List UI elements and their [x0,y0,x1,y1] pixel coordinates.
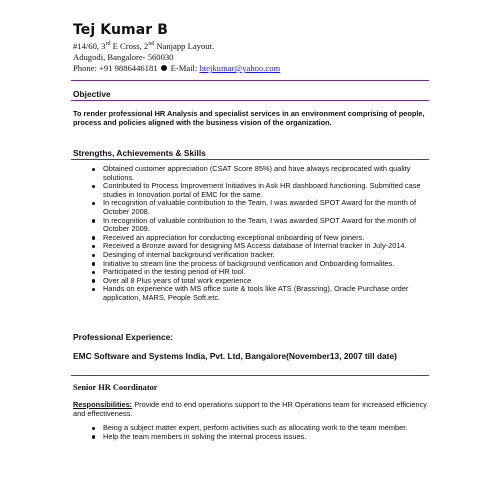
email-link[interactable]: btejkumar@yahoo.com [199,63,281,73]
candidate-name: Tej Kumar B [73,22,169,38]
phone-number: Phone: +91 9886446181 [73,63,158,73]
list-item: Desinging of internal background verification tracker. [73,251,433,260]
bullet-icon [161,65,167,71]
responsibilities-text: Responsibilities: Provide end to end operations support to the HR Operations team for increased efficiency and effectiveness. [73,400,427,418]
experience-heading: Professional Experience: [73,332,174,342]
email-label: E-Mail: [170,63,198,73]
list-item: Participated in the testing period of HR tool. [73,268,433,277]
list-item: Over all 8 Plus years of total work experience [73,277,433,286]
strengths-list [73,165,433,303]
objective-heading: Objective [73,89,111,99]
job-title: Senior HR Coordinator [73,383,158,392]
divider-objective [71,100,429,101]
list-item: Initiative to stream line the process of background verification and Onboarding formalites. [73,260,433,269]
list-item: Hands on experience with MS office suite & tools like ATS (Brassring), Oracle Purchase order application, MARS, People Soft.etc. [73,285,433,302]
contact-line [73,63,280,74]
objective-text: To render professional HR Analysis and specialist services in an environment comprising of people, process and policies aligned with the business vision of the organization. [73,109,425,127]
address-line-1: #14/60, 3rd E Cross, 2nd Nanjapp Layout. [73,41,215,51]
divider-strengths [71,159,429,160]
list-item: Contributed to Process Improvement Initiatives in Ask HR dashboard functioning. Submitted case studies in Innovation portal of EMC for the same. [73,182,433,199]
address-line-2: Adugodi, Bangalore- 560030 [73,52,174,62]
company-name: EMC Software and Systems India, Pvt. Ltd, Bangalore(November13, 2007 till date) [73,351,397,361]
strengths-heading: Strengths, Achievements & Skills [73,148,206,158]
divider-top [71,80,429,81]
list-item: Received an appreciation for conducting exceptional onboarding of New joiners. [73,234,433,243]
responsibilities-label: Responsibilities: [73,400,133,409]
list-item: Received a Bronze award for designing MS Access database of Internal tracker in July-2014. [73,242,433,251]
divider-company [71,375,429,376]
list-item: In recognition of valuable contribution to the Team, I was awarded SPOT Award for the month of October 2009. [73,217,433,234]
list-item: Help the team members in solving the internal process issues. [73,433,433,442]
responsibilities-list [73,424,433,441]
list-item: Being a subject matter expert, perform activities such as allocating work to the team member. [73,424,433,433]
list-item: In recognition of valuable contribution to the Team, I was awarded SPOT Award for the month of October 2008. [73,199,433,216]
list-item: Obtained customer appreciation (CSAT Score 85%) and have always reciprocated with quality solutions. [73,165,433,182]
